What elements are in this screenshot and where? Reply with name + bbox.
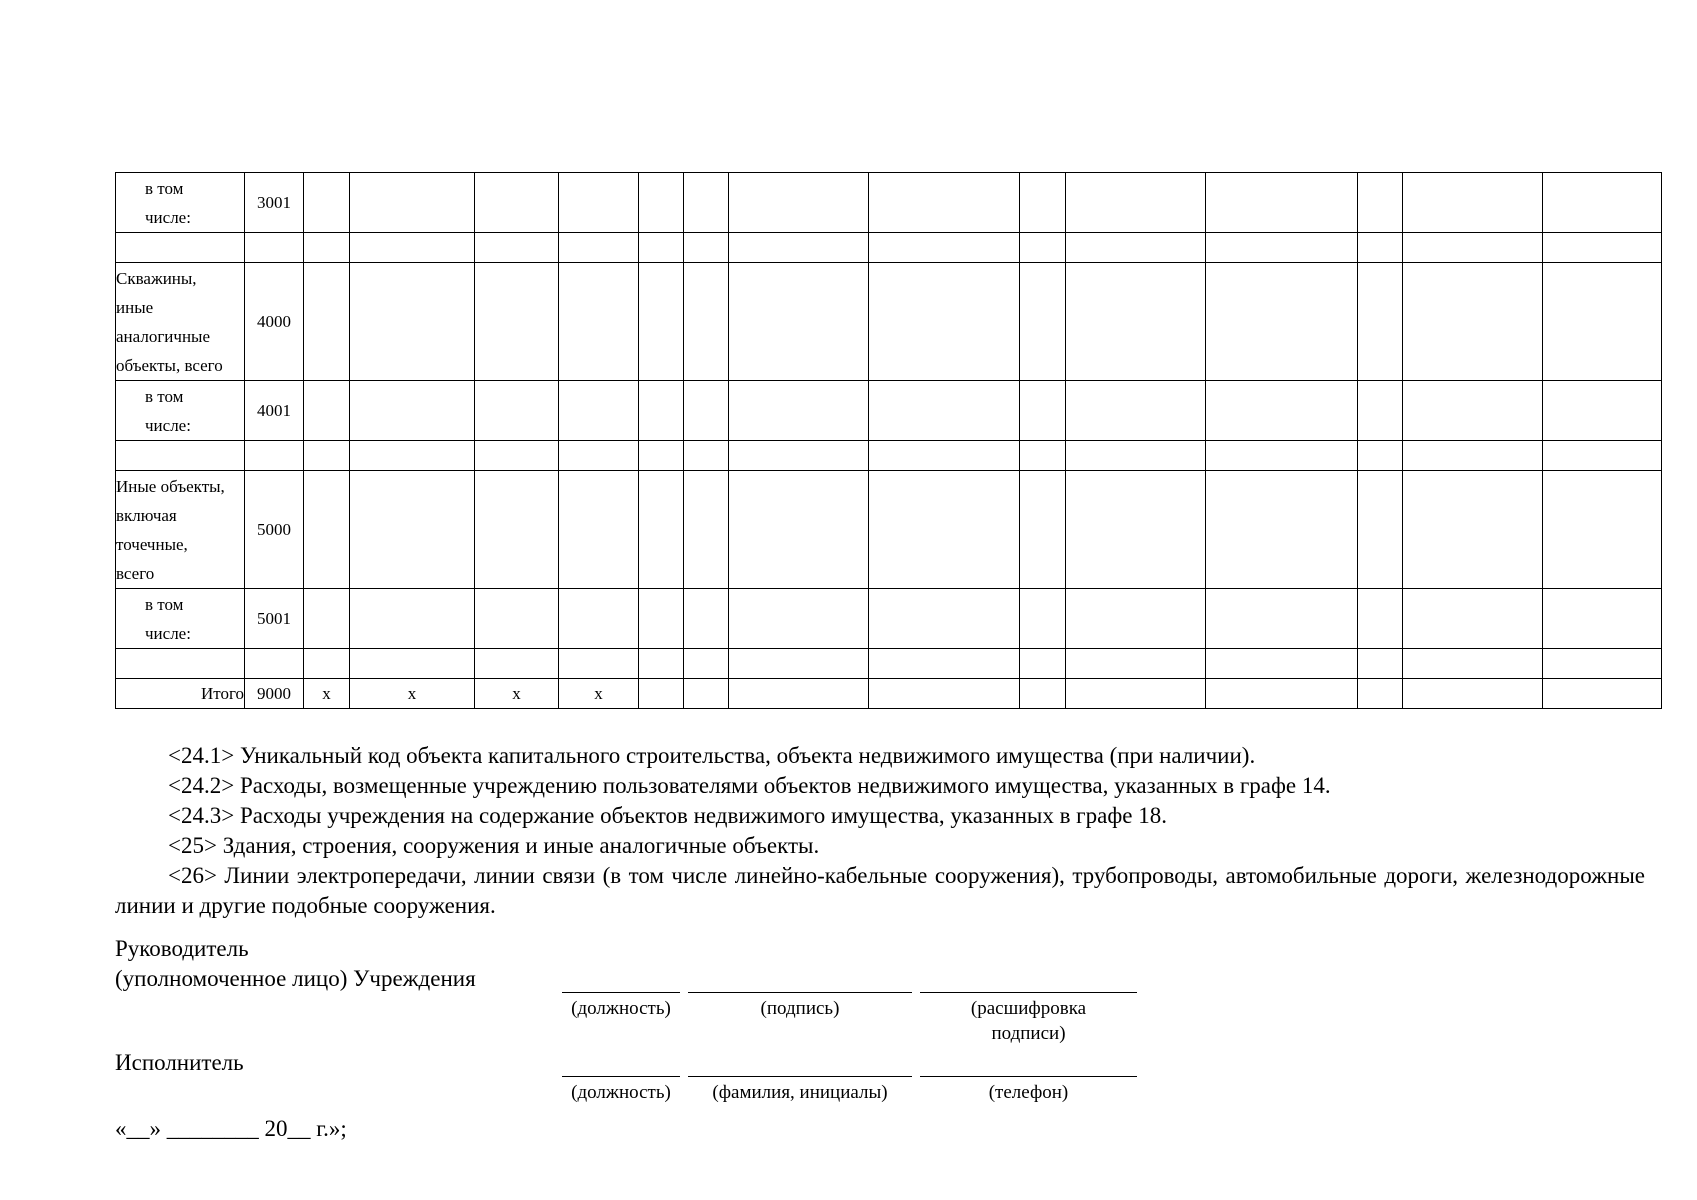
empty-cell (684, 649, 729, 679)
empty-cell (1358, 441, 1403, 471)
empty-cell (1206, 441, 1358, 471)
empty-cell (684, 679, 729, 709)
empty-cell (1403, 263, 1543, 381)
empty-cell (729, 263, 869, 381)
row-code-cell: 3001 (245, 173, 304, 233)
executor-position-line (562, 1076, 680, 1077)
empty-cell (304, 471, 350, 589)
row-name-line: числе: (145, 415, 191, 435)
table-row (116, 649, 1662, 679)
footnote-26: <26> Линии электропередачи, линии связи (в том числе линейно-кабельные сооружения), трубопроводы, автомобильные дороги, железнодорожные линии и другие подобные сооружения. (115, 863, 1645, 918)
row-code-cell: 4001 (245, 381, 304, 441)
row-code-cell (245, 649, 304, 679)
empty-cell (1403, 441, 1543, 471)
caption-signature: (подпись) (760, 998, 840, 1019)
empty-cell (304, 263, 350, 381)
empty-cell (639, 173, 684, 233)
empty-cell (1066, 589, 1206, 649)
empty-cell (684, 233, 729, 263)
table-row (116, 589, 1662, 649)
empty-cell (350, 441, 475, 471)
row-code-cell: 5001 (245, 589, 304, 649)
empty-cell (350, 589, 475, 649)
empty-cell (559, 441, 639, 471)
empty-cell (559, 263, 639, 381)
empty-cell (304, 441, 350, 471)
empty-cell (729, 679, 869, 709)
empty-cell (869, 471, 1020, 589)
empty-cell (1543, 381, 1662, 441)
row-name-line: иные (116, 297, 154, 317)
empty-cell (684, 441, 729, 471)
empty-cell (559, 381, 639, 441)
empty-cell (684, 173, 729, 233)
row-name-cell (116, 263, 245, 381)
empty-cell (729, 589, 869, 649)
empty-cell (684, 471, 729, 589)
empty-cell (350, 233, 475, 263)
empty-cell (729, 381, 869, 441)
empty-cell (1020, 173, 1066, 233)
empty-cell (350, 471, 475, 589)
row-name-line: числе: (145, 207, 191, 227)
x-mark-cell: x (350, 679, 475, 709)
empty-cell (1543, 263, 1662, 381)
empty-cell (350, 649, 475, 679)
row-name-cell (116, 441, 245, 471)
empty-cell (729, 471, 869, 589)
empty-cell (1020, 441, 1066, 471)
executor-name-line (688, 1076, 912, 1077)
empty-cell (1020, 471, 1066, 589)
empty-cell (869, 233, 1020, 263)
empty-cell (1358, 589, 1403, 649)
signature-line (688, 992, 912, 993)
row-name-cell (116, 589, 245, 649)
empty-cell (1358, 173, 1403, 233)
empty-cell (1358, 263, 1403, 381)
footnote-24-3: <24.3> Расходы учреждения на содержание объектов недвижимого имущества, указанных в графе 18. (168, 803, 1167, 828)
empty-cell (869, 589, 1020, 649)
empty-cell (1403, 679, 1543, 709)
empty-cell (1403, 173, 1543, 233)
empty-cell (1206, 381, 1358, 441)
row-name-line: в том (145, 178, 184, 198)
empty-cell (1543, 233, 1662, 263)
footnote-25: <25> Здания, строения, сооружения и иные аналогичные объекты. (168, 833, 820, 858)
row-name-cell (116, 233, 245, 263)
empty-cell (1066, 233, 1206, 263)
empty-cell (1543, 441, 1662, 471)
row-name-line: включая (116, 505, 177, 525)
executor-title: Исполнитель (115, 1050, 244, 1075)
empty-cell (639, 649, 684, 679)
row-name-cell (116, 381, 245, 441)
empty-cell (559, 649, 639, 679)
caption-executor-phone: (телефон) (988, 1082, 1069, 1103)
signature-decode-line (920, 992, 1137, 993)
caption-signature-decode: (расшифровка подписи) (970, 998, 1087, 1044)
row-code-cell: 9000 (245, 679, 304, 709)
table-row (116, 471, 1662, 589)
empty-cell (1543, 679, 1662, 709)
empty-cell (1543, 173, 1662, 233)
empty-cell (304, 233, 350, 263)
date-line: «__» ________ 20__ г.»; (115, 1116, 347, 1141)
empty-cell (1020, 679, 1066, 709)
empty-cell (1020, 649, 1066, 679)
empty-cell (684, 381, 729, 441)
empty-cell (869, 381, 1020, 441)
row-name-line: числе: (145, 623, 191, 643)
empty-cell (559, 173, 639, 233)
empty-cell (475, 381, 559, 441)
empty-cell (304, 589, 350, 649)
empty-cell (639, 679, 684, 709)
row-name-line: Итого (200, 684, 244, 703)
empty-cell (350, 173, 475, 233)
x-mark-cell: x (559, 679, 639, 709)
caption-executor-name: (фамилия, инициалы) (712, 1082, 888, 1103)
empty-cell (1066, 263, 1206, 381)
row-name-cell (116, 679, 245, 709)
empty-cell (1066, 649, 1206, 679)
empty-cell (475, 441, 559, 471)
empty-cell (1066, 381, 1206, 441)
position-signature-line (562, 992, 680, 993)
empty-cell (1403, 589, 1543, 649)
empty-cell (729, 173, 869, 233)
empty-cell (304, 649, 350, 679)
row-name-line: всего (116, 563, 155, 583)
empty-cell (1543, 589, 1662, 649)
empty-cell (1020, 233, 1066, 263)
empty-cell (729, 441, 869, 471)
x-mark-cell: x (475, 679, 559, 709)
empty-cell (1066, 441, 1206, 471)
data-table (115, 172, 1662, 709)
empty-cell (639, 263, 684, 381)
empty-cell (1206, 589, 1358, 649)
empty-cell (1206, 233, 1358, 263)
empty-cell (559, 233, 639, 263)
empty-cell (869, 263, 1020, 381)
empty-cell (475, 173, 559, 233)
row-name-line: в том (145, 594, 184, 614)
empty-cell (1403, 233, 1543, 263)
empty-cell (639, 233, 684, 263)
empty-cell (1020, 263, 1066, 381)
empty-cell (1066, 679, 1206, 709)
empty-cell (304, 381, 350, 441)
empty-cell (1358, 381, 1403, 441)
caption-position: (должность) (571, 998, 671, 1019)
empty-cell (869, 441, 1020, 471)
empty-cell (639, 471, 684, 589)
empty-cell (1206, 679, 1358, 709)
row-name-line: Иные объекты, (116, 476, 225, 496)
empty-cell (869, 649, 1020, 679)
empty-cell (304, 173, 350, 233)
empty-cell (1020, 589, 1066, 649)
empty-cell (1403, 649, 1543, 679)
footnote-24-1: <24.1> Уникальный код объекта капитального строительства, объекта недвижимого имущества (при наличии). (168, 743, 1256, 768)
row-code-cell (245, 441, 304, 471)
empty-cell (1358, 679, 1403, 709)
empty-cell (1206, 649, 1358, 679)
empty-cell (475, 471, 559, 589)
table-row (116, 441, 1662, 471)
empty-cell (639, 381, 684, 441)
empty-cell (1066, 173, 1206, 233)
table-row (116, 173, 1662, 233)
empty-cell (729, 649, 869, 679)
empty-cell (559, 589, 639, 649)
empty-cell (350, 381, 475, 441)
empty-cell (1206, 173, 1358, 233)
empty-cell (1020, 381, 1066, 441)
row-code-cell (245, 233, 304, 263)
x-mark-cell: x (304, 679, 350, 709)
empty-cell (639, 441, 684, 471)
empty-cell (475, 589, 559, 649)
empty-cell (1543, 471, 1662, 589)
empty-cell (869, 173, 1020, 233)
empty-cell (1358, 233, 1403, 263)
row-name-line: Скважины, (116, 268, 197, 288)
head-title-line2: (уполномоченное лицо) Учреждения (115, 966, 476, 991)
head-title: Руководитель (115, 936, 249, 961)
empty-cell (869, 679, 1020, 709)
empty-cell (350, 263, 475, 381)
empty-cell (684, 589, 729, 649)
row-name-line: точечные, (116, 534, 188, 554)
executor-phone-line (920, 1076, 1137, 1077)
empty-cell (475, 233, 559, 263)
row-name-line: в том (145, 386, 184, 406)
empty-cell (1403, 471, 1543, 589)
empty-cell (729, 233, 869, 263)
row-code-cell: 4000 (245, 263, 304, 381)
empty-cell (1403, 381, 1543, 441)
caption-executor-position: (должность) (571, 1082, 671, 1103)
row-name-cell (116, 471, 245, 589)
empty-cell (559, 471, 639, 589)
empty-cell (1543, 649, 1662, 679)
empty-cell (1066, 471, 1206, 589)
row-name-cell (116, 173, 245, 233)
empty-cell (639, 589, 684, 649)
empty-cell (1358, 471, 1403, 589)
empty-cell (1206, 471, 1358, 589)
empty-cell (1358, 649, 1403, 679)
empty-cell (1206, 263, 1358, 381)
footnote-24-2: <24.2> Расходы, возмещенные учреждению пользователями объектов недвижимого имущества, указанных в графе 14. (168, 773, 1331, 798)
row-name-cell (116, 649, 245, 679)
row-name-line: объекты, всего (116, 355, 223, 375)
table-row (116, 381, 1662, 441)
table-row (116, 233, 1662, 263)
empty-cell (475, 649, 559, 679)
empty-cell (475, 263, 559, 381)
empty-cell (684, 263, 729, 381)
table-row (116, 263, 1662, 381)
row-name-line: аналогичные (116, 326, 211, 346)
table-row (116, 679, 1662, 709)
row-code-cell: 5000 (245, 471, 304, 589)
